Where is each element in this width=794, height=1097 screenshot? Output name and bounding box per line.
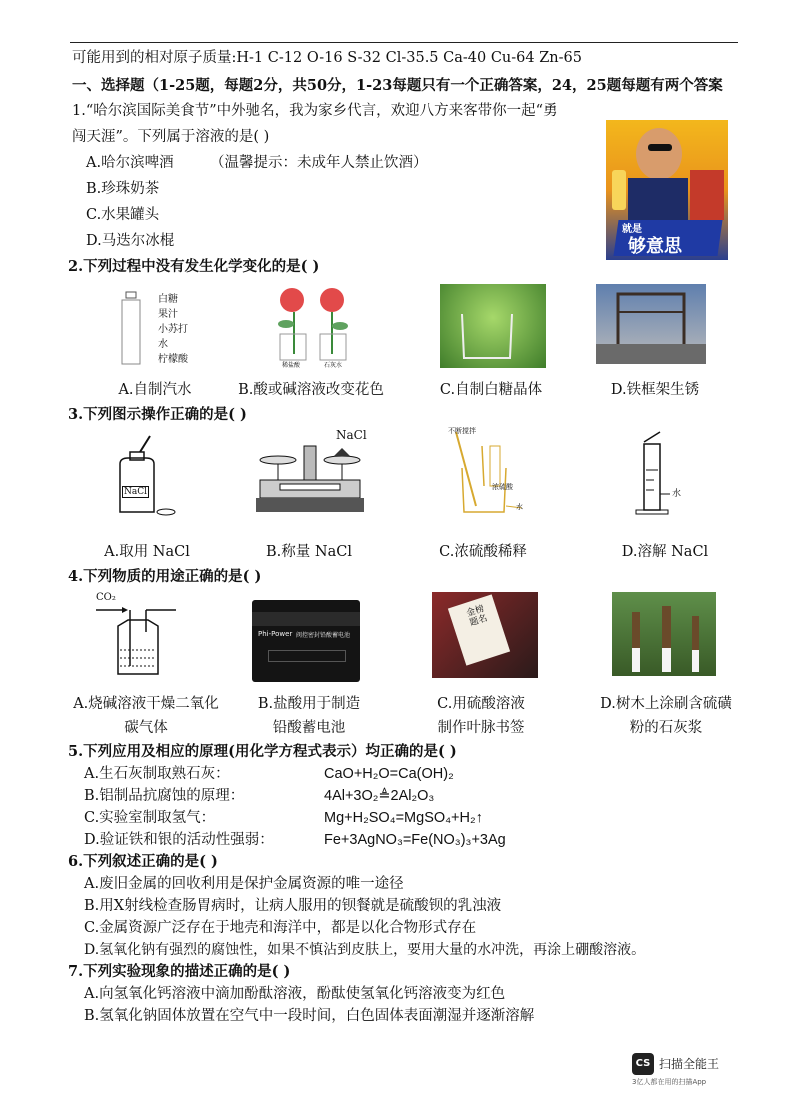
rusty-frame-photo [596, 284, 706, 364]
q6-option-a: A.废旧金属的回收利用是保护金属资源的唯一途径 [84, 876, 404, 892]
q5-stem: 5.下列应用及相应的原理(用化学方程式表示）均正确的是( ) [68, 743, 457, 760]
whitewashed-trees-photo [612, 592, 716, 676]
q3-option-c: C.浓硫酸稀释 [439, 544, 527, 560]
co2-label: CO₂ [96, 592, 116, 603]
reagent-bottle-figure [112, 432, 182, 520]
battery-photo [252, 600, 360, 682]
q6-option-d: D.氢氧化钠有强烈的腐蚀性，如果不慎沾到皮肤上，要用大量的水冲洗，再涂上硼酸溶液。 [84, 942, 646, 958]
q4-option-a-line1: A.烧碱溶液干燥二氧化 [73, 696, 219, 712]
battery-brand: Phi-Power [258, 630, 293, 638]
rose-label: 稀盐酸 [282, 362, 301, 369]
beer-bottle [612, 170, 626, 210]
q5-option-c-eq: Mg+H₂SO₄=MgSO₄+H₂↑ [324, 810, 483, 826]
balance-icon [256, 430, 366, 520]
q2-option-d: D.铁框架生锈 [610, 382, 700, 398]
bottle-label: 小苏打 [158, 324, 188, 335]
q3-option-b: B.称量 NaCl [266, 544, 352, 560]
watermark-subtitle: 3亿人都在用的扫描App [632, 1078, 707, 1086]
q3-stem: 3.下列图示操作正确的是( ) [68, 406, 247, 423]
q2-stem: 2.下列过程中没有发生化学变化的是( ) [68, 258, 320, 275]
balance-figure [256, 430, 366, 520]
q7-stem: 7.下列实验现象的描述正确的是( ) [68, 963, 291, 980]
iron-frame-icon [596, 284, 706, 364]
q4-option-a-line2: 碳气体 [124, 720, 168, 736]
roses-figure [272, 284, 362, 370]
nacl-label: NaCl [124, 487, 148, 497]
q1-stem-line1: 1.“哈尔滨国际美食节”中外驰名，我为家乡代言，欢迎八方来客带你一起“勇 [72, 103, 558, 119]
q5-option-c-label: C.实验室制取氢气： [84, 810, 216, 826]
reagent-bottle-icon [112, 432, 182, 520]
q4-option-c-line2: 制作叶脉书签 [437, 720, 525, 736]
balance-nacl-label: NaCl [336, 428, 367, 442]
bookmark-photo [432, 592, 538, 678]
roses-icon [272, 284, 362, 370]
glasses [648, 144, 672, 151]
dilution-figure [442, 426, 532, 518]
battery-text: 阀控密封铅酸蓄电池 [296, 632, 351, 639]
bottle-labels [158, 292, 188, 367]
battery-top-strip [252, 612, 360, 626]
q4-option-b-line1: B.盐酸用于制造 [257, 696, 361, 712]
q5-option-b-label: B.铝制品抗腐蚀的原理： [84, 788, 245, 804]
q6-option-c: C.金属资源广泛存在于地壳和海洋中，都是以化合物形式存在 [84, 920, 477, 936]
watermark-title: 扫描全能王 [659, 1057, 720, 1071]
dissolve-water-label: 水 [672, 489, 682, 499]
ad-slogan-line2: 够意思 [628, 236, 682, 257]
bookmark-text: 金榜题名 [465, 604, 489, 629]
scanner-watermark [632, 1053, 762, 1085]
dilute-label: 不断搅拌 [448, 427, 476, 435]
q5-option-a-eq: CaO+H₂O=Ca(OH)₂ [324, 766, 454, 782]
q4-option-c-line1: C.用硫酸溶液 [437, 696, 525, 712]
beer-ad-image [606, 120, 728, 260]
q5-option-d-eq: Fe+3AgNO₃=Fe(NO₃)₃+3Ag [324, 832, 506, 848]
q4-option-b-line2: 铅酸蓄电池 [272, 720, 346, 736]
atomic-masses: 可能用到的相对原子质量:H-1 C-12 O-16 S-32 Cl-35.5 Ca-40 Cu-64 Zn-65 [72, 50, 582, 66]
q2-option-a: A.自制汽水 [118, 382, 192, 398]
crowd [690, 170, 724, 220]
dilute-label: 水 [516, 503, 523, 511]
soda-bottle-figure [118, 290, 213, 370]
bottle-label: 果汁 [158, 309, 178, 320]
section-title: 一、选择题（1-25题，每题2分，共50分，1-23每题只有一个正确答案，24，25题每题有两个答案 [72, 77, 723, 94]
q7-option-a: A.向氢氧化钙溶液中滴加酚酞溶液，酚酞使氢氧化钙溶液变为红色 [84, 986, 506, 1002]
sugar-crystal-photo [440, 284, 546, 368]
q6-stem: 6.下列叙述正确的是( ) [68, 853, 218, 870]
gas-washing-bottle-icon [92, 592, 182, 680]
q2-option-b: B.酸或碱溶液改变花色 [238, 382, 384, 398]
q3-option-a: A.取用 NaCl [104, 544, 190, 560]
q6-option-b: B.用X射线检查肠胃病时，让病人服用的钡餐就是硫酸钡的乳浊液 [84, 898, 502, 914]
cylinder-figure [630, 430, 690, 520]
trees-icon [612, 592, 716, 676]
q1-option-b: B.珍珠奶茶 [86, 181, 160, 197]
rose-label: 石灰水 [324, 362, 343, 369]
q7-option-b: B.氢氧化钠固体放置在空气中一段时间，白色固体表面潮湿并逐渐溶解 [84, 1008, 535, 1024]
bottle-label: 水 [158, 339, 168, 350]
person-face [636, 128, 682, 180]
ad-slogan-line1: 就是 [622, 224, 642, 235]
q1-option-c: C.水果罐头 [86, 207, 160, 223]
q4-option-d-line1: D.树木上涂刷含硫磺 [600, 696, 732, 712]
beaker-icon [440, 284, 546, 368]
q4-option-d-line2: 粉的石灰浆 [629, 720, 703, 736]
bottle-label: 柠檬酸 [158, 354, 188, 365]
bottle-label: 白糖 [158, 294, 178, 305]
q3-option-d: D.溶解 NaCl [621, 544, 709, 560]
header-rule [70, 42, 738, 43]
q5-option-a-label: A.生石灰制取熟石灰： [84, 766, 230, 782]
q5-option-d-label: D.验证铁和银的活动性强弱： [84, 832, 274, 848]
gas-washing-bottle-figure [92, 592, 182, 680]
q1-option-a: A.哈尔滨啤酒 [86, 155, 174, 171]
q4-stem: 4.下列物质的用途正确的是( ) [68, 568, 262, 585]
q2-option-c: C.自制白糖晶体 [439, 382, 543, 398]
measuring-cylinder-icon [630, 430, 690, 520]
q1-option-d: D.马迭尔冰棍 [86, 233, 175, 249]
q5-option-b-eq: 4Al+3O₂≜2Al₂O₃ [324, 788, 435, 804]
dilute-label: 浓硫酸 [492, 483, 513, 491]
q1-stem-line2: 闯天涯”。下列属于溶液的是( ) [72, 129, 270, 145]
battery-label-box [268, 650, 346, 662]
q1-option-a-note: （温馨提示：未成年人禁止饮酒） [210, 155, 428, 171]
camscanner-logo-icon: CS [632, 1053, 654, 1075]
